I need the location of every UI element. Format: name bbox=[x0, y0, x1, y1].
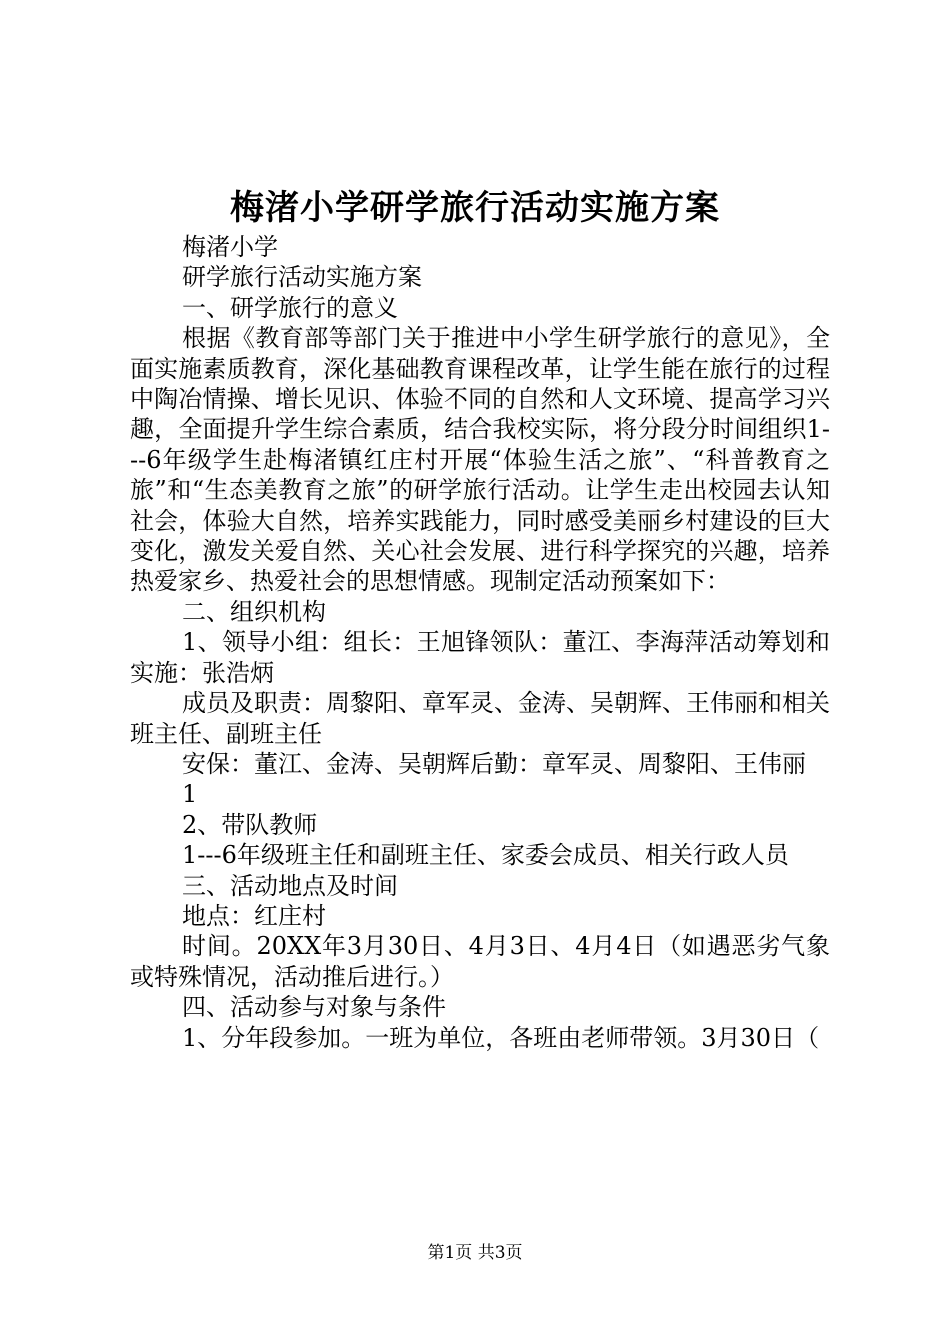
paragraph: 1、分年段参加。一班为单位，各班由老师带领。3月30日（ bbox=[182, 1023, 820, 1052]
section-heading: 一、研学旅行的意义 bbox=[182, 293, 398, 322]
paragraph: 成员及职责：周黎阳、章军灵、金涛、吴朝辉、王伟丽和相关班主任、副班主任 bbox=[130, 689, 830, 748]
paragraph: 1 bbox=[182, 780, 198, 809]
paragraph: 根据《教育部等部门关于推进中小学生研学旅行的意见》，全面实施素质教育，深化基础教育课程改革，让学生能在旅行的过程中陶冶情操、增长见识、体验不同的自然和人文环境、提高学习兴趣，全面提升学生综合素质，结合我校实际，将分段分时间组织1---6年级学生赴梅渚镇红庄村开展“体验生活之旅”、“科普教育之旅”和“生态美教育之旅”的研学旅行活动。让学生走出校园去认知社会，体验大自然，培养实践能力，同时感受美丽乡村建设的巨大变化，激发关爱自然、关心社会发展、进行科学探究的兴趣，培养热爱家乡、热爱社会的思想情感。现制定活动预案如下： bbox=[130, 324, 830, 596]
section-heading: 三、活动地点及时间 bbox=[182, 871, 398, 900]
paragraph: 地点：红庄村 bbox=[182, 901, 326, 930]
paragraph: 1---6年级班主任和副班主任、家委会成员、相关行政人员 bbox=[182, 841, 789, 870]
section-heading: 四、活动参与对象与条件 bbox=[182, 993, 446, 1022]
paragraph: 研学旅行活动实施方案 bbox=[182, 263, 422, 292]
document-body bbox=[130, 232, 830, 1053]
paragraph: 1、领导小组：组长：王旭锋领队：董江、李海萍活动筹划和实施：张浩炳 bbox=[130, 628, 830, 687]
paragraph: 2、带队教师 bbox=[182, 810, 318, 839]
paragraph: 时间。20XX年3月30日、4月3日、4月4日（如遇恶劣气象或特殊情况，活动推后进行。） bbox=[130, 932, 830, 991]
document-title: 梅渚小学研学旅行活动实施方案 bbox=[230, 188, 720, 228]
section-heading: 二、组织机构 bbox=[182, 597, 326, 626]
paragraph: 安保：董江、金涛、吴朝辉后勤：章军灵、周黎阳、王伟丽 bbox=[182, 749, 806, 778]
page-footer: 第1页 共3页 bbox=[427, 1243, 523, 1263]
paragraph: 梅渚小学 bbox=[182, 233, 278, 261]
